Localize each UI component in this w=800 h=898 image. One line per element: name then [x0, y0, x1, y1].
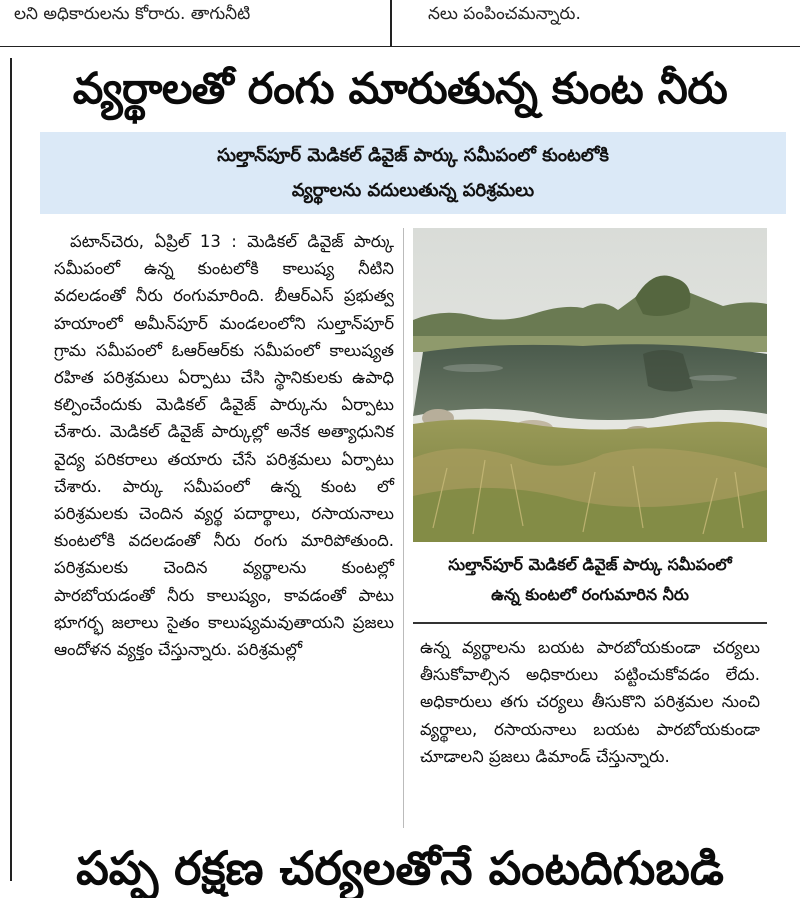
photo-caption [413, 550, 767, 610]
photo-caption-line-1: సుల్తాన్‌పూర్ మెడికల్ డివైజ్ పార్కు సమీపంలో [448, 555, 732, 574]
caption-divider [413, 622, 767, 624]
body-paragraph-continued: ఉన్న వ్యర్థాలను బయట పారబోయకుండా చర్యలు తీసుకోవాల్సిన అధికారులు పట్టించుకోవడం లేదు. అధికారులు తగు చర్యలు తీసుకొని పరిశ్రమల నుంచి వ్యర్థాలు, రసాయనాలు బయట పారబోయకుండా చూడాలని ప్రజలు డిమాండ్ చేస్తున్నారు. [420, 638, 760, 766]
column-divider [390, 0, 392, 46]
article-headline: వ్యర్థాలతో రంగు మారుతున్న కుంట నీరు [72, 64, 728, 114]
previous-article-left-fragment: లని అధికారులను కోరారు. తాగునీటి [14, 4, 251, 24]
next-article-headline: పప్ప రక్షణ చర్యలతోనే పంటదిగుబడి [76, 841, 724, 895]
subheadline-line-1: సుల్తాన్‌పూర్ మెడికల్ డివైజ్ పార్కు సమీపంలో కుంటలోకి [217, 145, 609, 166]
photo-caption-line-2: ఉన్న కుంటలో రంగుమారిన నీరు [491, 585, 689, 604]
subheadline-line-2: వ్యర్థాలను వదులుతున్న పరిశ్రమలు [291, 180, 535, 201]
column-divider [403, 228, 404, 828]
pond-photo [413, 228, 767, 542]
article-body-right-column [420, 634, 760, 770]
article-frame-rule [10, 58, 12, 881]
article-body-left-column [54, 228, 394, 663]
body-paragraph: పటాన్‌చెరు, ఏప్రిల్ 13 : మెడికల్ డివైజ్ పార్కు సమీపంలో ఉన్న కుంటలోకి కాలుష్య నీటిని వదలడంతో నీరు రంగుమారింది. బీఆర్ఎస్ ప్రభుత్వ హయాంలో అమీన్‌పూర్ మండలంలోని సుల్తాన్‌పూర్ గ్రామ సమీపంలో ఓఆర్ఆర్‌కు సమీపంలో కాలుష్యత రహిత పరిశ్రమలు ఏర్పాటు చేసి స్థానికులకు ఉపాధి కల్పించేందుకు మెడికల్ డివైజ్ పార్కును ఏర్పాటు చేశారు. మెడికల్ డివైజ్ పార్కుల్లో అనేక అత్యాధునిక వైద్య పరికరాలు తయారు చేసే పరిశ్రమలు ఏర్పాటు చేశారు. పార్కు సమీపంలో ఉన్న కుంట లో పరిశ్రమలకు చెందిన వ్యర్థ పదార్థాలు, రసాయనాలు కుంటలోకి వదలడంతో నీరు రంగు మారిపోతుంది. పరిశ్రమలకు చెందిన వ్యర్థాలను కుంటల్లో పారబోయడంతో నీరు కాలుష్యం, కావడంతో పాటు భూగర్భ జలాలు సైతం కాలుష్యమవుతాయని ప్రజలు ఆందోళన వ్యక్తం చేస్తున్నారు. పరిశ్రమల్లో [54, 232, 394, 660]
previous-article-strip [0, 0, 800, 47]
pond-photo-image [413, 228, 767, 542]
previous-article-right-fragment: నలు పంపించమన్నారు. [428, 4, 581, 24]
article-subheadline [40, 132, 786, 214]
